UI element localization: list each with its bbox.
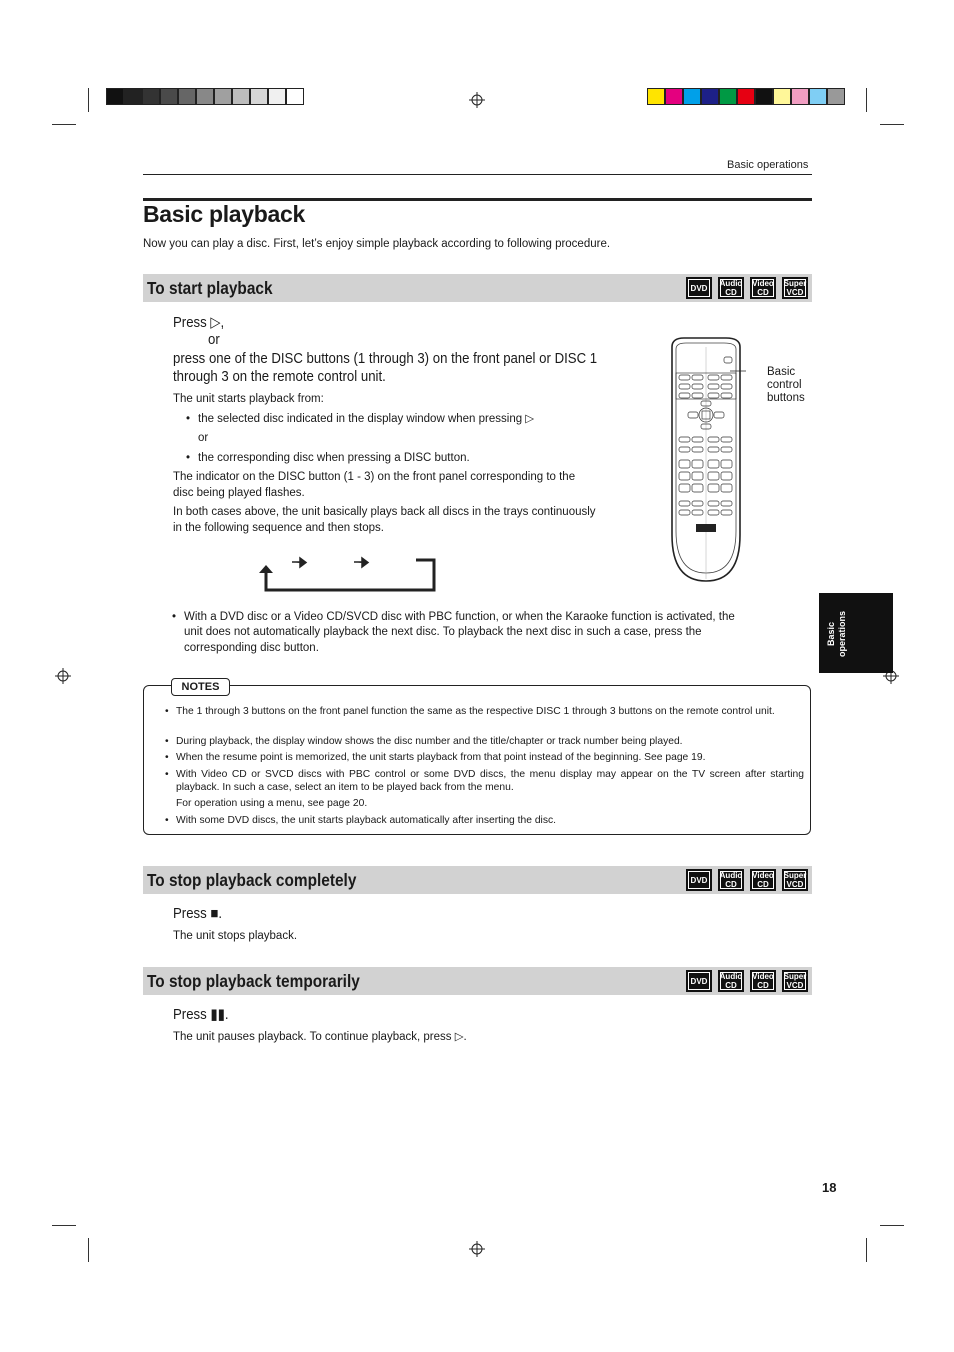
color-swatch (755, 88, 773, 105)
basic-control-buttons-label: Basic control buttons (767, 366, 805, 404)
color-swatch (214, 88, 232, 105)
color-swatch (791, 88, 809, 105)
color-swatch (737, 88, 755, 105)
note-item: During playback, the display window shows the disc number and the title/chapter or track number being played. (176, 736, 683, 747)
or-text-2: or (198, 432, 209, 444)
note-bullet: • (165, 736, 169, 747)
registration-mark-icon (469, 1241, 485, 1257)
disc-badges (686, 970, 808, 992)
note-subitem: For operation using a menu, see page 20. (176, 798, 368, 809)
crop-mark (880, 124, 904, 125)
dvd-badge: DVD (686, 869, 712, 891)
crop-mark (880, 1225, 904, 1226)
color-swatch (160, 88, 178, 105)
remote-control-illustration (666, 335, 746, 585)
section-pause-playback (143, 967, 812, 995)
page-number: 18 (822, 1180, 837, 1195)
video-cd-badge: Video CD (750, 970, 776, 992)
registration-mark-icon (55, 668, 71, 684)
crop-mark (52, 124, 76, 125)
note-bullet: • (165, 815, 169, 826)
disc-badges (686, 277, 808, 299)
section-title: To stop playback temporarily (147, 971, 360, 991)
sequence-text-2: in the following sequence and then stops. (173, 522, 384, 534)
audio-cd-badge: Audio CD (719, 279, 743, 297)
starts-from-text: The unit starts playback from: (173, 393, 324, 405)
intro-text: Now you can play a disc. First, let’s enjoy simple playback according to following procedure. (143, 238, 611, 250)
press-disc-instruction: press one of the DISC buttons (1 through 3) on the front panel or DISC 1 (173, 350, 598, 367)
pbc-note-3: corresponding disc button. (184, 642, 319, 654)
or-text: or (208, 331, 220, 348)
note-bullet: • (165, 706, 169, 717)
note-bullet: • (165, 752, 169, 763)
side-tab-label: Basic operations (826, 611, 847, 658)
color-swatch (701, 88, 719, 105)
note-item: With Video CD or SVCD discs with PBC control or some DVD discs, the menu display may appear on the TV screen after starting playback. In such a case, select an item to be played back from the menu. (176, 769, 804, 793)
disc-badges (686, 869, 808, 891)
sequence-text-1: In both cases above, the unit basically plays back all discs in the trays continuously (173, 506, 596, 518)
color-swatch (268, 88, 286, 105)
press-pause-instruction: Press ▮▮. (173, 1006, 229, 1023)
crop-mark (88, 1238, 89, 1262)
section-start-playback (143, 274, 812, 302)
press-disc-instruction-2: through 3 on the remote control unit. (173, 368, 386, 385)
video-cd-badge: Video CD (750, 869, 776, 891)
color-swatch (142, 88, 160, 105)
audio-cd-badge: Audio CD (719, 972, 743, 990)
color-swatch (106, 88, 124, 105)
super-vcd-badge: Super VCD (783, 871, 807, 889)
bullet-dot: • (172, 611, 177, 623)
color-swatch (773, 88, 791, 105)
color-swatch (178, 88, 196, 105)
pbc-note-1: With a DVD disc or a Video CD/SVCD disc with PBC function, or when the Karaoke function is activated, the (184, 611, 735, 623)
bullet-disc-button: the corresponding disc when pressing a DISC button. (198, 452, 470, 464)
color-swatch (647, 88, 665, 105)
stop-result-text: The unit stops playback. (173, 930, 298, 942)
press-play-instruction: Press ▷, (173, 314, 225, 331)
indicator-text-2: disc being played flashes. (173, 487, 305, 499)
note-bullet: • (165, 769, 169, 780)
dvd-badge: DVD (686, 277, 712, 299)
color-swatch (196, 88, 214, 105)
color-swatch (124, 88, 142, 105)
notes-label: NOTES (171, 678, 230, 696)
press-stop-instruction: Press ■. (173, 905, 223, 922)
color-swatch (809, 88, 827, 105)
running-head: Basic operations (727, 159, 809, 171)
gray-swatch-strip (106, 88, 304, 105)
color-swatch (665, 88, 683, 105)
video-cd-badge: Video CD (750, 277, 776, 299)
indicator-text-1: The indicator on the DISC button (1 - 3) on the front panel corresponding to the (173, 471, 576, 483)
color-swatch (286, 88, 304, 105)
crop-mark (88, 88, 89, 112)
color-swatch-strip (647, 88, 845, 105)
color-swatch (250, 88, 268, 105)
dvd-badge: DVD (686, 970, 712, 992)
crop-mark (52, 1225, 76, 1226)
note-item: The 1 through 3 buttons on the front panel function the same as the respective DISC 1 through 3 buttons on the remote control unit. (176, 706, 775, 717)
crop-mark (866, 88, 867, 112)
crop-mark (866, 1238, 867, 1262)
bullet-dot: • (186, 413, 191, 425)
color-swatch (683, 88, 701, 105)
bullet-selected-disc: the selected disc indicated in the display window when pressing ▷ (198, 413, 535, 425)
section-stop-playback (143, 866, 812, 894)
color-swatch (827, 88, 845, 105)
note-item: When the resume point is memorized, the unit starts playback from that point instead of the beginning. See page 19. (176, 752, 706, 763)
section-title: To start playback (147, 278, 273, 298)
header-rule (143, 174, 812, 175)
side-tab-basic-operations (819, 593, 893, 673)
bullet-dot: • (186, 452, 191, 464)
super-vcd-badge: Super VCD (783, 279, 807, 297)
page-title: Basic playback (143, 201, 306, 227)
audio-cd-badge: Audio CD (719, 871, 743, 889)
pbc-note-2: unit does not automatically playback the next disc. To playback the next disc in such a case, press the (184, 626, 702, 638)
super-vcd-badge: Super VCD (783, 972, 807, 990)
registration-mark-icon (469, 92, 485, 108)
section-title: To stop playback completely (147, 870, 357, 890)
color-swatch (232, 88, 250, 105)
pause-result-text: The unit pauses playback. To continue playback, press ▷. (173, 1031, 467, 1043)
color-swatch (719, 88, 737, 105)
note-item: With some DVD discs, the unit starts playback automatically after inserting the disc. (176, 815, 556, 826)
playback-sequence-diagram (256, 552, 440, 594)
